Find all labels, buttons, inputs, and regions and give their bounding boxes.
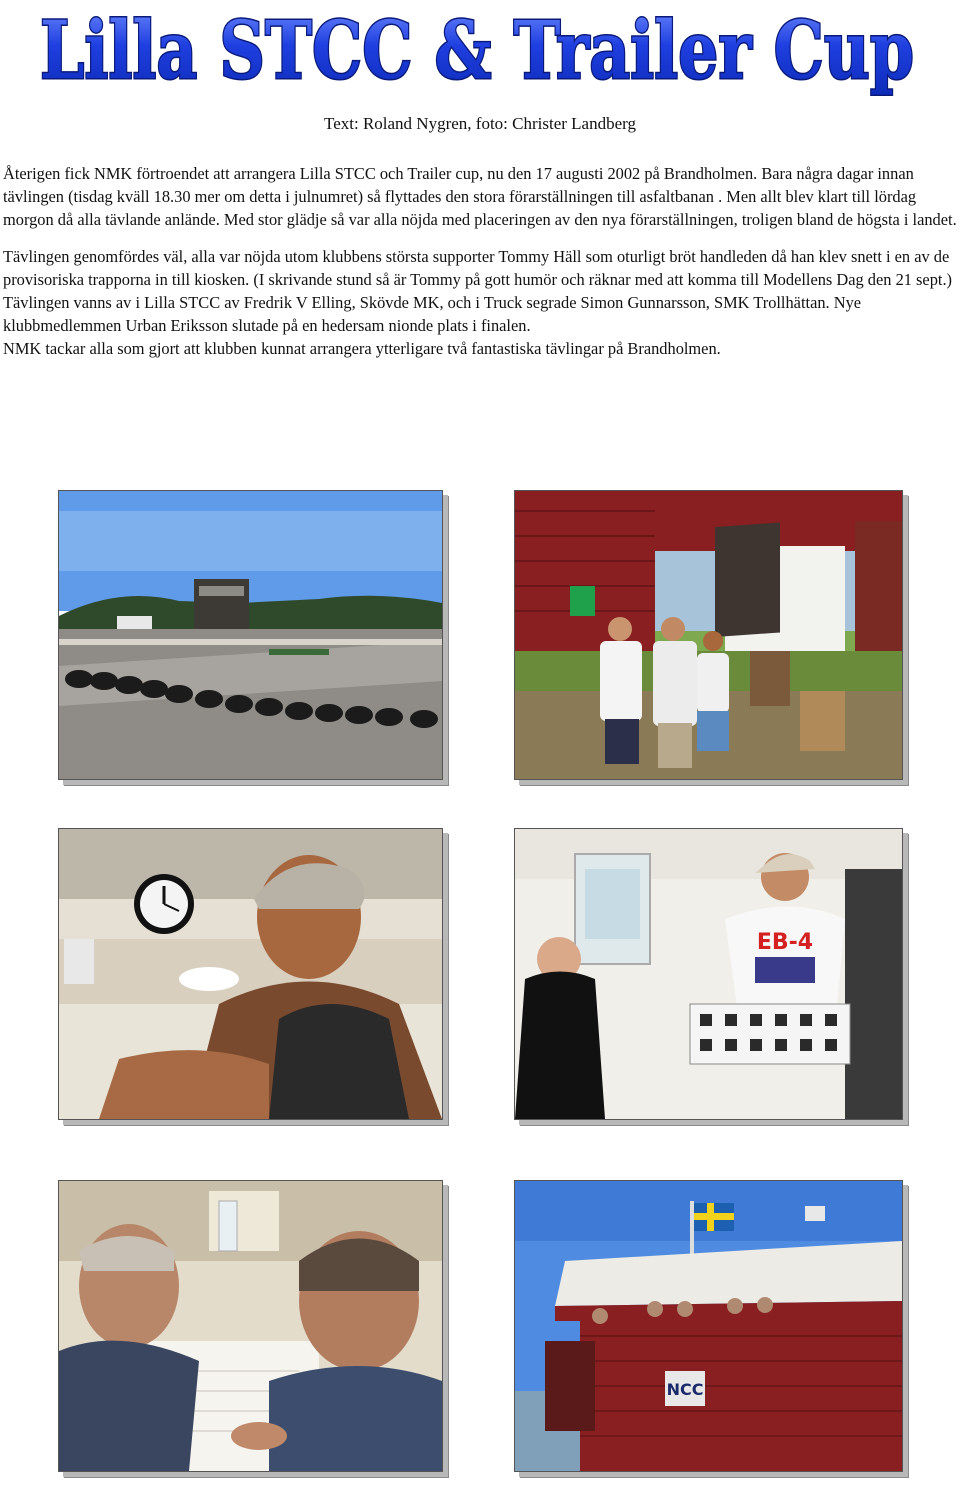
photo-kiosk-crowd — [514, 490, 903, 780]
paragraph: Tävlingen vanns av i Lilla STCC av Fredrik V Elling, Skövde MK, och i Truck segrade Simon Gunnarsson, SMK Trollhättan. Nye klubbmedlemmen Urban Eriksson slutade på en hedersam nionde plats i finalen. — [3, 293, 862, 335]
paragraph: Tävlingen genomfördes väl, alla var nöjda utom klubbens största supporter Tommy Häll som oturligt bröt handleden då han klev snett i en av de provisoriska trapporna in till kiosken. (I skrivande stund så är Tommy på gott humör och räknar med att komma till Modellens Dag den 21 sept.) — [3, 247, 953, 289]
tower-sign-text: NCC — [666, 1380, 704, 1399]
page-title-banner — [0, 0, 960, 110]
photo-man-eb4-shirt — [514, 828, 903, 1120]
shirt-print-text: EB-4 — [756, 930, 814, 955]
article-credit: Text: Roland Nygren, foto: Christer Landberg — [324, 114, 636, 133]
photo-two-men-writing — [58, 1180, 443, 1472]
photo-tower-with-flag — [514, 1180, 903, 1472]
photo-man-with-clock — [58, 828, 443, 1120]
paragraph: Återigen fick NMK förtroendet att arrangera Lilla STCC och Trailer cup, nu den 17 augusti 2002 på Brandholmen. Bara några dagar innan tävlingen (tisdag kväll 18.30 mer om detta i julnumret) så flyttades den stora förarställningen till asfaltbanan . Men allt blev klart till lördag morgon då alla tävlande anlände. Med stor glädje så var alla nöjda med placeringen av den nya förarställningen, troligen bland de högsta i landet. — [3, 164, 957, 229]
article-body — [3, 162, 958, 360]
title-graphic — [0, 0, 960, 110]
page-title: Lilla STCC & Trailer Cup — [40, 3, 914, 97]
photo-race-track — [58, 490, 443, 780]
paragraph: NMK tackar alla som gjort att klubben kunnat arrangera ytterligare två fantastiska tävlingar på Brandholmen. — [3, 339, 721, 358]
